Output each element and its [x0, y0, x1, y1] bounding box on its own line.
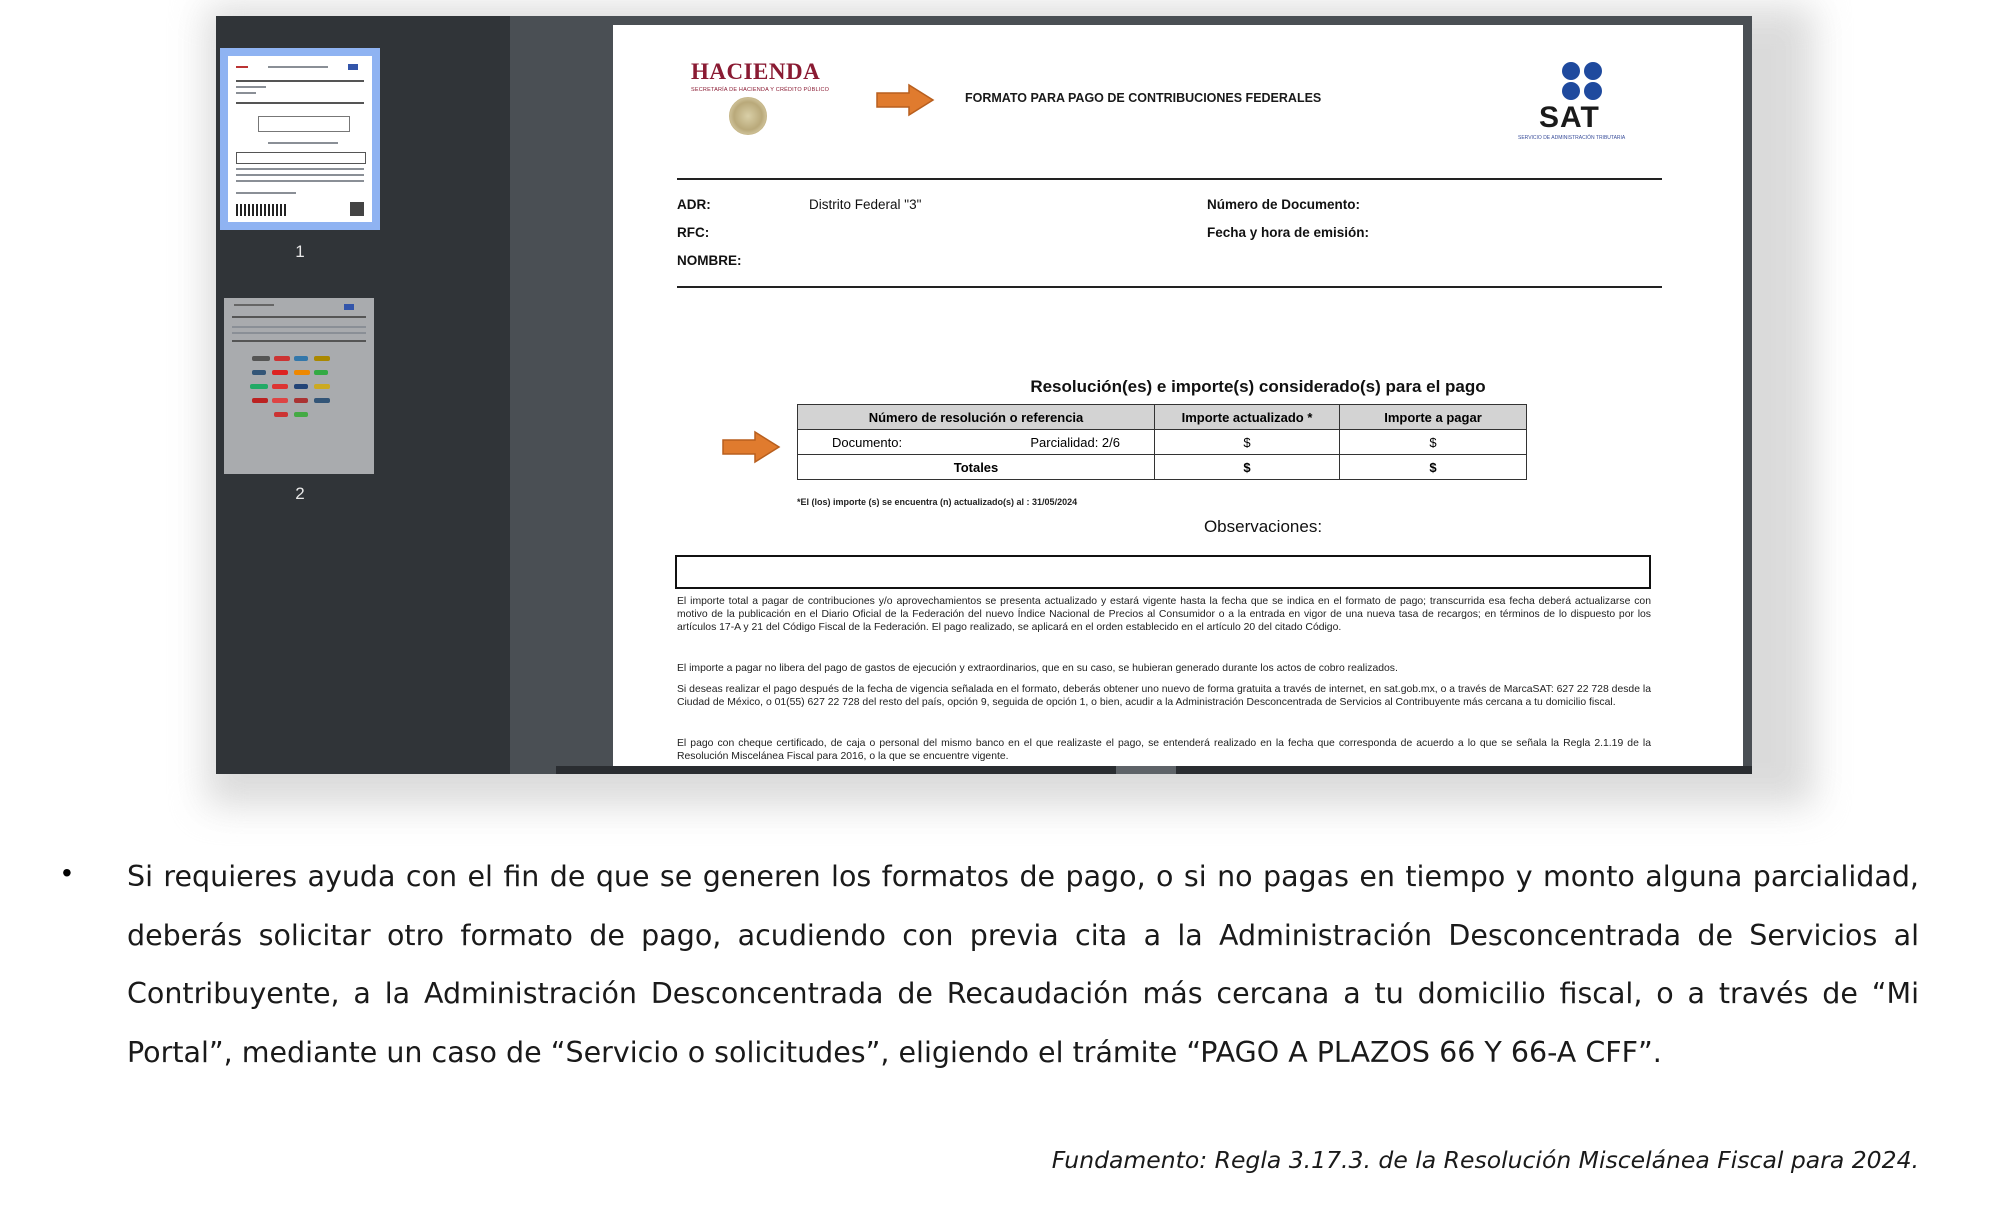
documento-label: Documento: — [832, 434, 903, 450]
resolution-table-title: Resolución(es) e importe(s) considerado(s) para el pago — [1030, 377, 1486, 396]
update-date-note: *El (los) importe (s) se encuentra (n) actualizado(s) al : 31/05/2024 — [797, 497, 1078, 507]
table-header: Importe actualizado * — [1155, 405, 1340, 430]
pdf-page — [613, 25, 1743, 774]
nombre-label: NOMBRE: — [677, 253, 742, 268]
thumbnail-number-2: 2 — [295, 484, 305, 503]
legal-basis-note: Fundamento: Regla 3.17.3. de la Resolución Miscelánea Fiscal para 2024. — [1051, 1146, 1919, 1174]
national-seal-icon — [729, 97, 767, 135]
fields-divider — [677, 286, 1662, 288]
scrollbar-thumb[interactable] — [1116, 766, 1176, 774]
reference-cell — [798, 430, 1155, 455]
pdf-viewer-screenshot — [216, 16, 1752, 774]
thumbnail-panel — [216, 16, 510, 774]
panel-divider — [510, 16, 610, 774]
sat-logo-dots-icon — [1558, 61, 1606, 101]
orange-arrow-icon — [875, 83, 935, 117]
header-divider — [677, 178, 1662, 180]
rfc-label: RFC: — [677, 225, 710, 240]
table-header: Número de resolución o referencia — [798, 405, 1155, 430]
legal-paragraph: El pago con cheque certificado, de caja o personal del mismo banco en el que realizaste el pago, se entenderá realizado en la fecha que corresponda de acuerdo a lo que se señala la Regla 2.1.19 de la Resolución Miscelánea Fiscal para 2016, o la que se encuentre vigente. — [677, 738, 1651, 763]
legal-paragraph: El importe total a pagar de contribuciones y/o aprovechamientos se presenta actualizado y estará vigente hasta la fecha que se indica en el formato de pago; transcurrida esa fecha deberá actualizarse con motivo de la publicación en el Diario Oficial de la Federación del nuevo Índice Nacional de Precios al Consumidor o a la entrada en vigor de una nueva tasa de recargos; en términos de lo dispuesto por los artículos 17-A y 21 del Código Fiscal de la Federación. El pago realizado, se aplicará en el orden establecido en el artículo 20 del citado Código. — [677, 596, 1651, 634]
hacienda-logo: HACIENDA — [691, 59, 821, 84]
thumbnail-number-1: 1 — [295, 242, 305, 261]
hacienda-logo-subtitle: SECRETARÍA DE HACIENDA Y CRÉDITO PÚBLICO — [691, 87, 830, 93]
sat-logo-subtitle: SERVICIO DE ADMINISTRACIÓN TRIBUTARIA — [1518, 135, 1626, 141]
fecha-emision-label: Fecha y hora de emisión: — [1207, 225, 1370, 240]
form-title: FORMATO PARA PAGO DE CONTRIBUCIONES FEDERALES — [965, 91, 1322, 105]
totals-importe-cell: $ — [1155, 455, 1340, 480]
adr-label: ADR: — [677, 197, 711, 212]
importe-pagar-cell: $ — [1340, 430, 1527, 455]
totals-row — [798, 455, 1527, 480]
page-thumbnail-2[interactable] — [224, 298, 374, 474]
totals-label: Totales — [798, 455, 1155, 480]
legal-paragraph: Si deseas realizar el pago después de la fecha de vigencia señalada en el formato, deberás obtener uno nuevo de forma gratuita a través de internet, en sat.gob.mx, o a través de MarcaSAT: 627 22 728 desde la Ciudad de México, o 01(55) 627 22 728 del resto del país, opción 9, seguida de opción 1, o bien, acudir a la Administración Desconcentrada de Servicios al Contribuyente más cercana a tu domicilio fiscal. — [677, 684, 1651, 709]
orange-arrow-icon — [721, 430, 781, 464]
legal-paragraph: El importe a pagar no libera del pago de gastos de ejecución y extraordinarios, que en su caso, se hubieran generado durante los actos de cobro realizados. — [677, 663, 1398, 674]
table-header: Importe a pagar — [1340, 405, 1527, 430]
resolution-table — [797, 404, 1527, 480]
importe-actualizado-cell: $ — [1155, 430, 1340, 455]
observaciones-label: Observaciones: — [1203, 517, 1323, 536]
totals-pagar-cell: $ — [1340, 455, 1527, 480]
bullet-icon: • — [62, 857, 72, 888]
adr-value: Distrito Federal "3" — [809, 197, 922, 212]
parcialidad-value: Parcialidad: 2/6 — [1030, 434, 1120, 450]
observaciones-box — [675, 555, 1651, 589]
sat-logo: SAT — [1539, 101, 1600, 134]
numero-documento-label: Número de Documento: — [1207, 197, 1361, 212]
bullet-paragraph: Si requieres ayuda con el fin de que se generen los formatos de pago, o si no pagas en tiempo y monto alguna parcialidad, deberás solicitar otro formato de pago, acudiendo con previa cita a la Administración Desconcentrada de Servicios al Contribuyente, a la Administración Desconcentrada de Recaudación más cercana a tu domicilio fiscal, o a través de “Mi Portal”, mediante un caso de “Servicio o solicitudes”, eligiendo el trámite “PAGO A PLAZOS 66 Y 66-A CFF”. — [127, 860, 1919, 1069]
table-row — [798, 430, 1527, 455]
page-thumbnail-1[interactable] — [228, 56, 372, 222]
